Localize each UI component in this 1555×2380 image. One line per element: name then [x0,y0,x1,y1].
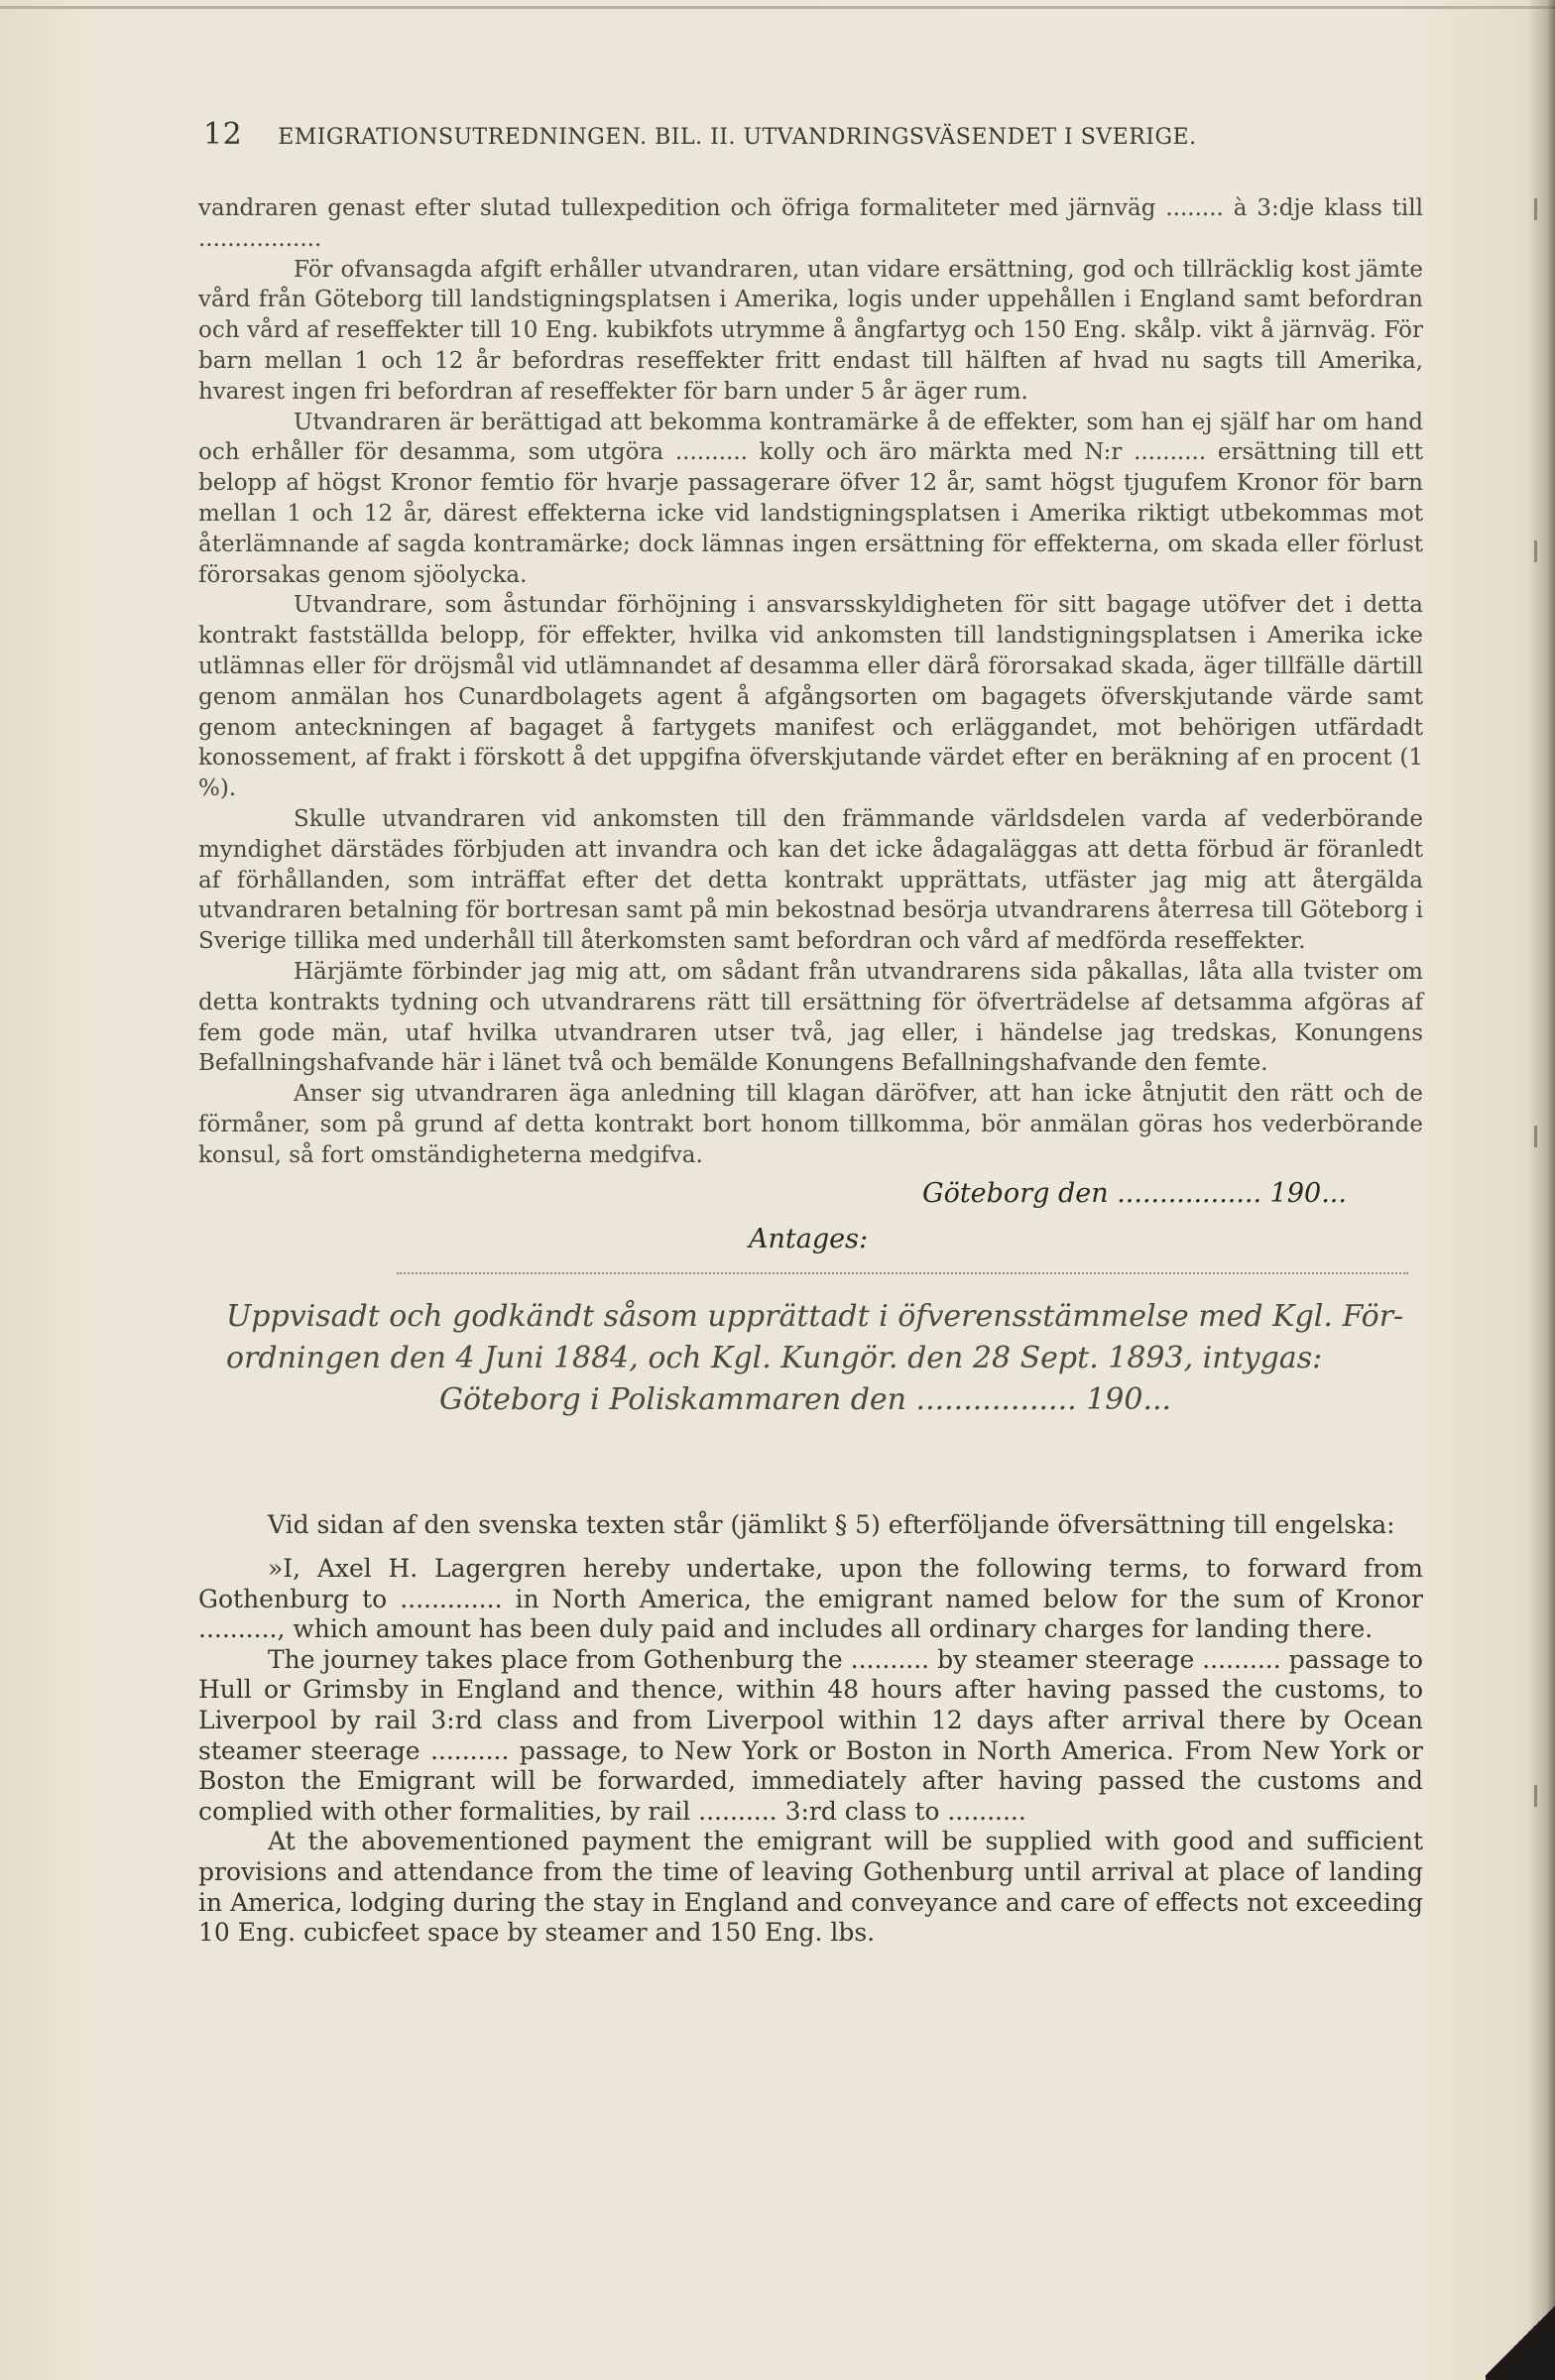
page-number: 12 [203,117,243,152]
antages-label: Antages: [749,1223,869,1254]
swedish-paragraph: För ofvansagda afgift erhåller utvandraren, utan vidare ersättning, god och tillräcklig kost jämte vård från Göteborg till landstigningsplatsen i Amerika, logis under uppehållen i England samt befordran och vård af reseffekter till 10 Eng. kubikfots utrymme å ångfartyg och 150 Eng. skålp. vikt å järnväg. För barn mellan 1 och 12 år befordras reseffekter fritt endast till hälften af hvad nu sagts till Amerika, hvarest ingen fri befordran af reseffekter för barn under 5 år äger rum. [198,256,1423,405]
english-paragraph: »I, Axel H. Lagergren hereby undertake, upon the following terms, to forward from Gothenburg to ............. in North America, the emigrant named below for the sum of Kronor .........., which amount has been duly paid and includes all ordinary charges for landing there. [198,1554,1423,1644]
swedish-paragraph: Utvandrare, som åstundar förhöjning i ansvarsskyldigheten för sitt bagage utöfver det i detta kontrakt fastställda belopp, för effekter, hvilka vid ankomsten till landstigningsplatsen i Amerika icke utlämnas eller för dröjsmål vid utlämnandet af desamma eller därå förorsakad skada, äger tillfälle därtill genom anmälan hos Cunardbolagets agent å afgångsorten om bagagets öfverskjutande värde samt genom anteckningen af bagaget å fartygets manifest och erläggandet, mot behörigen utfärdadt konossement, af frakt i förskott å det uppgifna öfverskjutande värdet efter en beräkning af en procent (1 %). [198,592,1423,802]
page-edge-shadow [1527,0,1555,2380]
running-title: EMIGRATIONSUTREDNINGEN. BIL. II. UTVANDRINGSVÄSENDET I SVERIGE. [278,125,1197,150]
swedish-paragraph: vandraren genast efter slutad tullexpedition och öfriga formaliteter med järnväg ........ à 3:dje klass till ................. [198,195,1423,252]
english-paragraph: At the abovementioned payment the emigrant will be supplied with good and sufficient provisions and attendance from the time of leaving Gothenburg until arrival at place of landing in America, lodging during the stay in England and conveyance and care of effects not exceeding 10 Eng. cubicfeet space by steamer and 150 Eng. lbs. [198,1827,1423,1948]
certification-block [198,1296,1416,1421]
english-paragraph: The journey takes place from Gothenburg the .......... by steamer steerage .......... passage to Hull or Grimsby in England and thence, within 48 hours after having passed the customs, to Liverpool by rail 3:rd class and from Liverpool within 12 days after arrival there by Ocean steamer steerage .......... passage, to New York or Boston in North America. From New York or Boston the Emigrant will be forwarded, immediately after having passed the customs and complied with other formalities, by rail .......... 3:rd class to .......... [198,1644,1423,1826]
page-top-border [0,6,1555,9]
certification-line: Göteborg i Poliskammaren den ................. 190... [439,1381,1172,1417]
place-date: Göteborg den ................. 190... [922,1177,1347,1209]
margin-mark [1534,1785,1537,1807]
translation-note: Vid sidan af den svenska texten står (jämlikt § 5) efterföljande öfversättning till engelska: [268,1509,1395,1539]
margin-mark [1534,198,1537,220]
margin-mark [1534,540,1537,562]
certification-line: Uppvisadt och godkändt såsom upprättadt i öfverensstämmelse med Kgl. För- [226,1298,1404,1334]
swedish-paragraph: Anser sig utvandraren äga anledning till klagan däröfver, att han icke åtnjutit den rätt och de förmåner, som på grund af detta kontrakt bort honom tillkomma, bör anmälan göras hos vederbörande konsul, så fort omständigheterna medgifva. [198,1081,1423,1168]
signature-line [198,1171,1423,1217]
swedish-paragraph: Skulle utvandraren vid ankomsten till den främmande världsdelen varda af vederbörande myndighet därstädes förbjuden att invandra och kan det icke ådagaläggas att detta förbud är föranledt af förhållanden, som inträffat efter det detta kontrakt upprättats, utfäster jag mig att återgälda utvandraren betalning för bortresan samt på min bekostnad besörja utvandrarens återresa till Göteborg i Sverige tillika med underhåll till återkomsten samt befordran och vård af medförda reseffekter. [198,805,1423,955]
running-header [203,117,1443,152]
certification-line: ordningen den 4 Juni 1884, och Kgl. Kungör. den 28 Sept. 1893, intygas: [226,1340,1323,1375]
swedish-paragraph: Utvandraren är berättigad att bekomma kontramärke å de effekter, som han ej själf har om hand och erhåller för desamma, som utgöra .......... kolly och äro märkta med N:r .......... ersättning till ett belopp af högst Kronor femtio för hvarje passagerare öfver 12 år, samt högst tjugufem Kronor för barn mellan 1 och 12 år, därest effekterna icke vid landstigningsplatsen i Amerika riktigt utbekommas mot återlämnande af sagda kontramärke; dock lämnas ingen ersättning för effekterna, om skada eller förlust förorsakas genom sjöolycka. [198,409,1423,588]
margin-mark [1534,1126,1537,1147]
page-corner-fold [1486,2301,1555,2380]
swedish-paragraph: Härjämte förbinder jag mig att, om sådant från utvandrarens sida påkallas, låta alla tvister om detta kontrakts tydning och utvandrarens rätt till ersättning för öfverträdelse af detsamma afgöras af fem gode män, utaf hvilka utvandraren utser två, jag eller, i händelse jag tredskas, Konungens Befallningshafvande här i länet två och bemälde Konungens Befallningshafvande den femte. [198,958,1423,1077]
dotted-divider [397,1272,1408,1274]
page-body [198,193,1423,1949]
